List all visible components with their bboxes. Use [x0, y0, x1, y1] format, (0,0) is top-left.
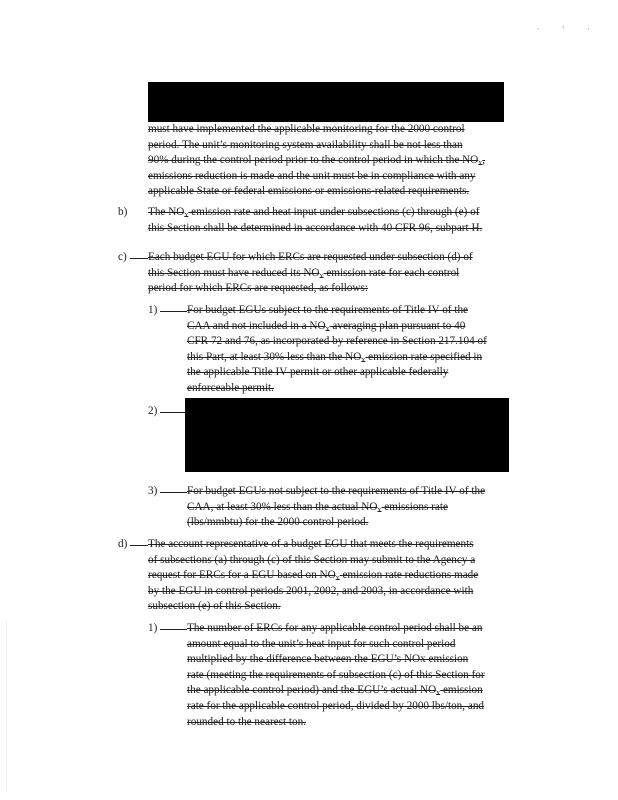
text-line: [148, 266, 528, 282]
item-c2-leader-line: [160, 412, 187, 413]
text-run: request for ERCs for a EGU based on NO: [148, 569, 336, 582]
item-c3-paragraph: [187, 484, 527, 531]
subscript: x: [377, 504, 382, 514]
text-line: CFR 72 and 76, as incorporated by reference in Section 217.104 of: [187, 335, 487, 348]
section-c-label: c): [118, 251, 127, 263]
item-c2-label: 2): [148, 405, 158, 417]
text-line: by the EGU in control periods 2001, 2002, and 2003, in accordance with: [148, 584, 474, 597]
text-run: emission rate reductions made: [339, 569, 479, 582]
text-run: The NO: [148, 206, 185, 218]
item-c1-label: 1): [148, 304, 158, 316]
text-line: emissions reduction is made and the unit must be in compliance with any: [148, 169, 476, 182]
subscript: x: [478, 158, 483, 168]
subscript: x: [361, 354, 366, 364]
paragraph-continuation: [148, 122, 518, 200]
item-d1-leader-line: [160, 629, 187, 630]
text-run: emission rate for each control: [323, 266, 460, 279]
item-c3-label: 3): [148, 485, 158, 497]
text-line: the applicable Title IV permit or other applicable federally: [187, 366, 449, 379]
text-line: must have implemented the applicable monitoring for the 2000 control: [148, 123, 465, 135]
text-line: [148, 153, 518, 169]
subscript: x: [325, 323, 330, 333]
section-d-leader-line: [130, 545, 148, 546]
text-line: rate for the applicable control period, divided by 2000 lbs/ton, and: [187, 699, 485, 712]
subscript: x: [335, 573, 340, 583]
text-line: rate (meeting the requirements of subsection (c) of this Section for: [187, 668, 485, 681]
text-run: ,: [482, 154, 486, 167]
text-line: Each budget EGU for which ERCs are requested under subsection (d) of: [148, 251, 473, 263]
text-run: emission rate and heat input under subsections (c) through (e) of: [188, 206, 480, 218]
text-line: [187, 500, 527, 516]
text-line: The number of ERCs for any applicable control period shall be an: [187, 622, 483, 634]
text-line: multiplied by the difference between the EGU’s NOx emission: [187, 653, 469, 666]
scan-edge-shadow: [6, 620, 7, 790]
text-line: For budget EGUs subject to the requirements of Title IV of the: [187, 304, 468, 316]
text-line: applicable State or federal emissions or emissions-related requirements.: [148, 185, 470, 198]
section-b-paragraph: [148, 205, 528, 236]
text-run: CAA and not included in a NO: [187, 319, 326, 332]
subscript: x: [436, 688, 441, 698]
text-line: of subsections (a) through (c) of this Section may submit to the Agency a: [148, 553, 476, 566]
text-run: emissions rate: [381, 500, 448, 513]
text-line: [187, 319, 527, 335]
redaction-block-item-2: [185, 398, 509, 472]
item-d1-paragraph: [187, 621, 527, 730]
text-line: period for which ERCs are requested, as follows:: [148, 282, 368, 295]
item-d1-label: 1): [148, 622, 158, 634]
text-line: enforceable permit.: [187, 381, 274, 394]
item-c1-leader-line: [160, 311, 187, 312]
text-line: [187, 350, 527, 366]
text-run: emission rate specified in: [365, 350, 483, 363]
text-run: this Part, at least 30% less than the NO: [187, 350, 362, 363]
text-line: (lbs/mmbtu) for the 2000 control period.: [187, 516, 369, 529]
text-line: For budget EGUs not subject to the requirements of Title IV of the: [187, 485, 486, 497]
text-line: subsection (e) of this Section.: [148, 600, 281, 613]
item-c1-paragraph: [187, 303, 527, 397]
section-b-label: b): [118, 206, 128, 218]
item-c3-leader-line: [160, 492, 187, 493]
text-line: [187, 683, 527, 699]
text-run: the applicable control period) and the EGU’s actual NO: [187, 684, 437, 697]
text-run: emission: [440, 684, 483, 697]
section-d-label: d): [118, 538, 128, 550]
text-line: this Section shall be determined in accordance with 40 CFR 96, subpart H.: [148, 221, 483, 234]
text-run: this Section must have reduced its NO: [148, 266, 320, 279]
text-line: period. The unit’s monitoring system availability shall be not less than: [148, 138, 463, 151]
text-run: averaging plan pursuant to 40: [329, 319, 466, 332]
text-line: amount equal to the unit’s heat input for such control period: [187, 637, 456, 650]
text-line: [148, 568, 528, 584]
text-line: The account representative of a budget EGU that meets the requirements: [148, 538, 474, 550]
text-line: rounded to the nearest ton.: [187, 715, 306, 728]
text-run: CAA, at least 30% less than the actual NO: [187, 500, 378, 513]
subscript: x: [184, 210, 189, 219]
section-d-paragraph: [148, 537, 528, 615]
scan-corner-marks: · ‘ ·: [536, 24, 600, 34]
text-line: [148, 205, 528, 221]
subscript: x: [319, 270, 324, 280]
section-c-leader-line: [130, 258, 148, 259]
redaction-block-top: [148, 82, 504, 122]
text-run: 90% during the control period prior to the control period in which the NO: [148, 154, 479, 167]
section-c-paragraph: [148, 250, 528, 297]
